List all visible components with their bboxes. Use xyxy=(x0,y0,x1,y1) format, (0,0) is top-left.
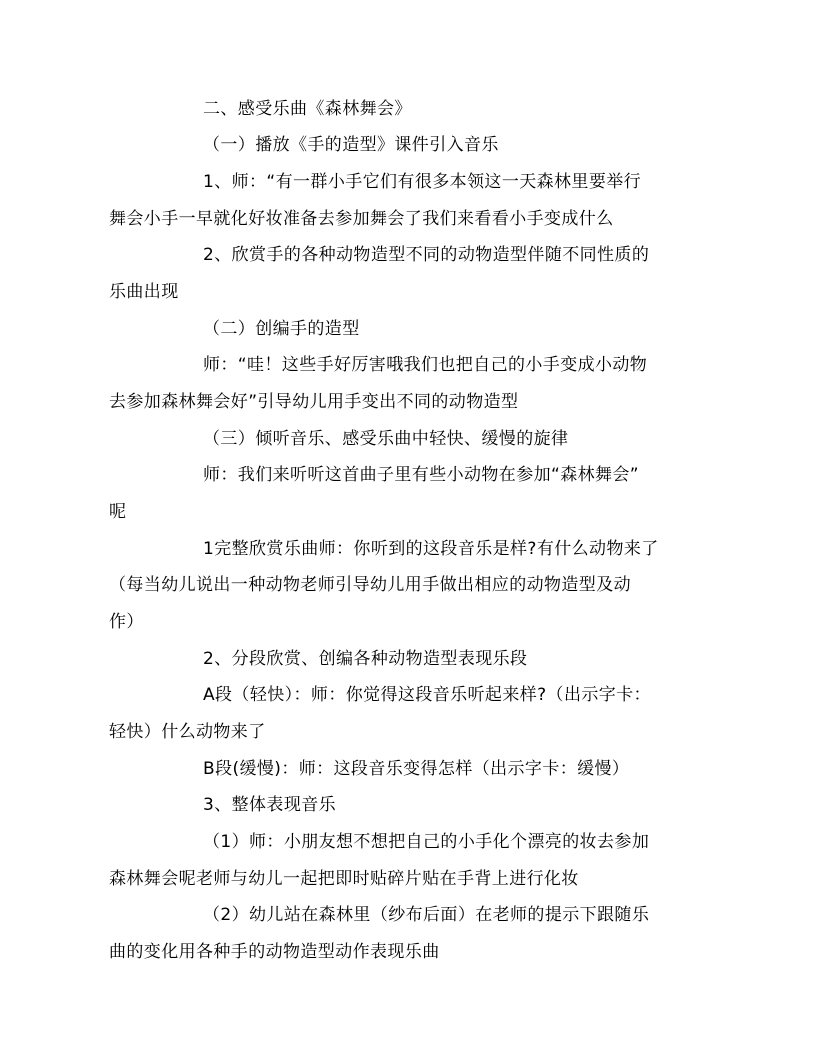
paragraph-line: 师：我们来听听这首曲子里有些小动物在参加“森林舞会” xyxy=(203,465,640,485)
paragraph-line: （1）师：小朋友想不想把自己的小手化个漂亮的妆去参加 xyxy=(203,832,650,852)
subsection-heading-3: （三）倾听音乐、感受乐曲中轻快、缓慢的旋律 xyxy=(203,429,569,449)
paragraph-line: 1完整欣赏乐曲师：你听到的这段音乐是样?有什么动物来了 xyxy=(203,539,659,559)
paragraph-line: 轻快）什么动物来了 xyxy=(109,722,266,742)
paragraph-line: 师：“哇！这些手好厉害哦我们也把自己的小手变成小动物 xyxy=(203,355,648,375)
paragraph-line: 乐曲出现 xyxy=(109,282,179,302)
paragraph-line: 作） xyxy=(109,612,144,632)
paragraph-line: 1、师：“有一群小手它们有很多本领这一天森林里要举行 xyxy=(203,172,642,192)
paragraph-line: 森林舞会呢老师与幼儿一起把即时贴碎片贴在手背上进行化妆 xyxy=(109,869,579,889)
paragraph-line: B段(缓慢)：师：这段音乐变得怎样（出示字卡：缓慢） xyxy=(203,759,630,779)
paragraph-line: （2）幼儿站在森林里（纱布后面）在老师的提示下跟随乐 xyxy=(203,905,650,925)
subsection-heading-2: （二）创编手的造型 xyxy=(203,319,360,339)
paragraph-line: 舞会小手一早就化好妆准备去参加舞会了我们来看看小手变成什么 xyxy=(109,209,614,229)
paragraph-line: 呢 xyxy=(109,502,127,522)
paragraph-line: 2、分段欣赏、创编各种动物造型表现乐段 xyxy=(203,649,528,669)
paragraph-line: 2、欣赏手的各种动物造型不同的动物造型伴随不同性质的 xyxy=(203,245,650,265)
subsection-heading-1: （一）播放《手的造型》课件引入音乐 xyxy=(203,135,499,155)
paragraph-line: 3、整体表现音乐 xyxy=(203,795,337,815)
paragraph-line: 去参加森林舞会好”引导幼儿用手变出不同的动物造型 xyxy=(109,392,519,412)
section-heading: 二、感受乐曲《森林舞会》 xyxy=(203,99,412,119)
paragraph-line: A段（轻快）：师：你觉得这段音乐听起来样?（出示字卡： xyxy=(203,685,651,705)
paragraph-line: （每当幼儿说出一种动物老师引导幼儿用手做出相应的动物造型及动 xyxy=(109,575,631,595)
paragraph-line: 曲的变化用各种手的动物造型动作表现乐曲 xyxy=(109,942,440,962)
